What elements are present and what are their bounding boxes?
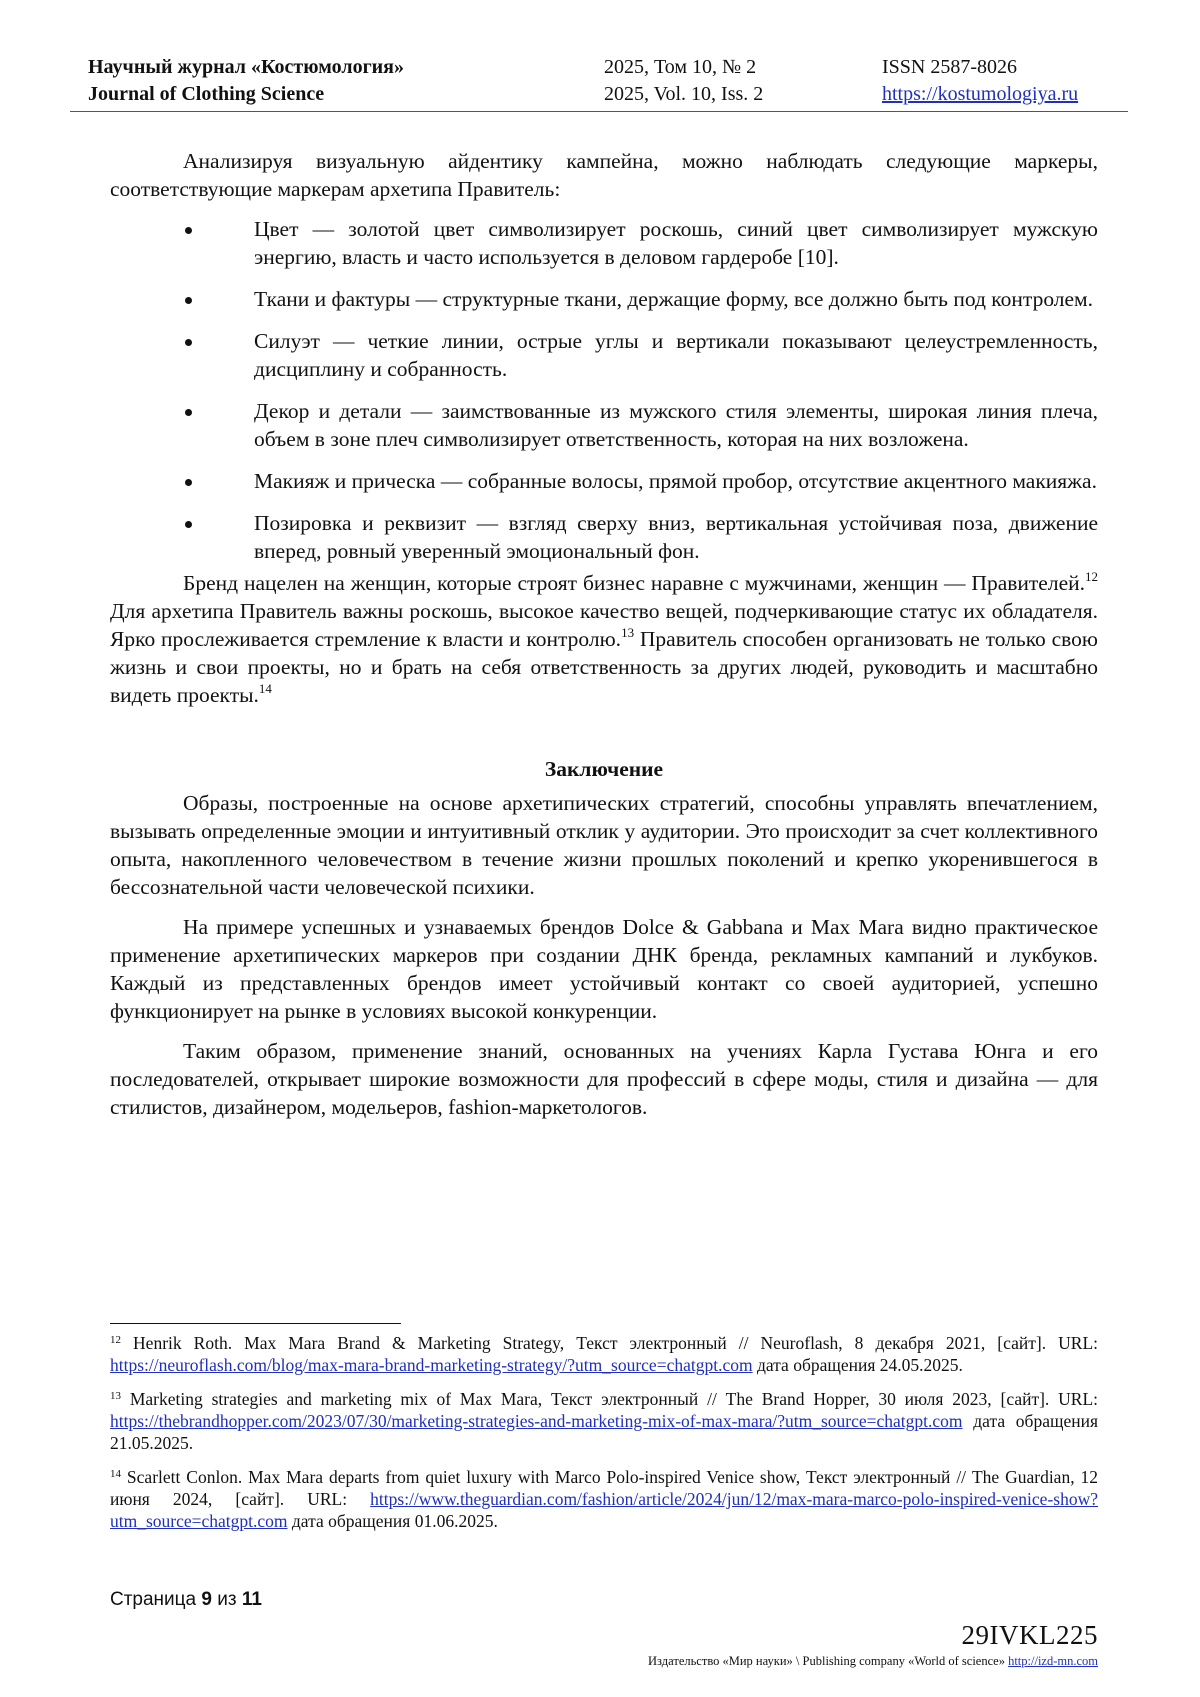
bullet-icon: [185, 409, 192, 416]
footnote-text: Scarlett Conlon. Max Mara departs from quiet luxury with Marco Polo-inspired Venice show, Текст электронный // The Guardian, 12 июня 2024, [сайт]. URL:: [110, 1467, 1098, 1509]
conclusion-paragraph: Образы, построенные на основе архетипических стратегий, способны управлять впечатлением, вызывать определенные эмоции и интуитивный отклик у аудитории. Это происходит за счет коллективного опыта, накопленного человечеством в течение жизни прошлых поколений и крепко укоренившегося в бессознательной части человеческой психики.: [110, 791, 1098, 899]
marker-list: [110, 215, 1098, 565]
footnote-access-date: дата обращения 24.05.2025.: [752, 1355, 963, 1375]
issue-en: 2025, Vol. 10, Iss. 2: [604, 83, 764, 105]
list-item-text: Позировка и реквизит — взгляд сверху вниз, вертикальная устойчивая поза, движение вперед, ровный уверенный эмоциональный фон.: [254, 511, 1098, 563]
list-item: [110, 397, 1098, 453]
publisher-link[interactable]: http://izd-mn.com: [1008, 1654, 1098, 1668]
bullet-icon: [185, 479, 192, 486]
footnote-14: [110, 1466, 1098, 1532]
footnote-divider: [110, 1323, 401, 1324]
issn: ISSN 2587-8026: [882, 56, 1018, 78]
footnote-access-date: дата обращения 01.06.2025.: [287, 1511, 498, 1531]
list-item-text: Декор и детали — заимствованные из мужского стиля элементы, широкая линия плеча, объем в зоне плеч символизирует ответственность, которая на них возложена.: [254, 399, 1098, 451]
page-word: Страница: [110, 1589, 197, 1610]
list-item: [110, 285, 1098, 313]
issue-block: [604, 54, 763, 108]
footnote-url-link[interactable]: https://neuroflash.com/blog/max-mara-brand-marketing-strategy/?utm_source=chatgpt.com: [110, 1355, 753, 1375]
list-item: [110, 215, 1098, 271]
journal-site-link[interactable]: https://kostumologiya.ru: [882, 83, 1079, 105]
bullet-icon: [185, 339, 192, 346]
page-of: из: [217, 1589, 237, 1610]
article-body: [110, 147, 1098, 1135]
footnotes: [110, 1332, 1098, 1544]
footnote-url-link[interactable]: https://www.theguardian.com/fashion/article/2024/jun/12/max-mara-marco-polo-inspired-venice-show?utm_source=chatgpt.com: [110, 1489, 1098, 1531]
footnote-url-link[interactable]: https://thebrandhopper.com/2023/07/30/marketing-strategies-and-marketing-mix-of-max-mara/?utm_source=chatgpt.com: [110, 1411, 963, 1431]
brand-text-1: Бренд нацелен на женщин, которые строят бизнес наравне с мужчинами, женщин — Правителей.: [183, 571, 1085, 595]
list-item-text: Силуэт — четкие линии, острые углы и вертикали показывают целеустремленность, дисциплину и собранность.: [254, 329, 1098, 381]
intro-paragraph: Анализируя визуальную айдентику кампейна, можно наблюдать следующие маркеры, соответствующие маркерам архетипа Правитель:: [110, 149, 1098, 201]
footnote-ref-12[interactable]: 12: [1085, 569, 1098, 584]
footnote-ref-13[interactable]: 13: [621, 625, 635, 640]
conclusion-heading: Заключение: [544, 757, 664, 781]
journal-title-ru: Научный журнал «Костюмология»: [88, 56, 404, 78]
footnote-text: Henrik Roth. Max Mara Brand & Marketing Strategy, Текст электронный // Neuroflash, 8 декабря 2021, [сайт]. URL:: [133, 1333, 1098, 1353]
publisher-text: Издательство «Мир науки» \ Publishing company «World of science»: [648, 1654, 1009, 1668]
brand-paragraph: [110, 569, 1098, 709]
list-item: [110, 467, 1098, 495]
bullet-icon: [185, 227, 192, 234]
brand-text-2: Для архетипа Правитель важны роскошь, высокое качество вещей, подчеркивающие статус их обладателя. Ярко прослеживается стремление к власти и контролю.: [110, 599, 1098, 651]
list-item-text: Ткани и фактуры — структурные ткани, держащие форму, все должно быть под контролем.: [254, 287, 1094, 311]
page-current: 9: [201, 1589, 212, 1610]
journal-title-block: [88, 54, 404, 108]
footnote-number: 13: [110, 1390, 121, 1402]
footnote-number: 12: [110, 1334, 121, 1346]
footnote-number: 14: [110, 1468, 121, 1480]
header-divider: [70, 111, 1128, 112]
list-item: [110, 509, 1098, 565]
publisher-line: [648, 1654, 1098, 1669]
footnote-13: [110, 1388, 1098, 1454]
bullet-icon: [185, 521, 192, 528]
issue-ru: 2025, Том 10, № 2: [604, 56, 757, 78]
journal-header: [88, 54, 1122, 112]
footnote-ref-14[interactable]: 14: [258, 681, 272, 696]
journal-title-en: Journal of Clothing Science: [88, 83, 325, 105]
article-code: 29IVKL225: [961, 1620, 1098, 1650]
list-item-text: Цвет — золотой цвет символизирует роскошь, синий цвет символизирует мужскую энергию, власть и часто используется в деловом гардеробе [10].: [254, 217, 1098, 269]
conclusion-paragraph: Таким образом, применение знаний, основанных на учениях Карла Густава Юнга и его последователей, открывает широкие возможности для профессий в сфере моды, стиля и дизайна — для стилистов, дизайнером, модельеров, fashion-маркетологов.: [110, 1039, 1098, 1119]
page-number: [110, 1589, 262, 1611]
list-item: [110, 327, 1098, 383]
conclusion-paragraph: На примере успешных и узнаваемых брендов Dolce & Gabbana и Max Mara видно практическое применение архетипических маркеров при создании ДНК бренда, рекламных кампаний и лукбуков. Каждый из представленных брендов имеет устойчивый контакт со своей аудиторией, успешно функционирует на рынке в условиях высокой конкуренции.: [110, 915, 1098, 1023]
footnote-12: [110, 1332, 1098, 1376]
bullet-icon: [185, 297, 192, 304]
footnote-text: Marketing strategies and marketing mix of Max Mara, Текст электронный // The Brand Hopper, 30 июля 2023, [сайт]. URL:: [129, 1389, 1099, 1409]
page-total: 11: [241, 1589, 262, 1610]
footnote-access-date: дата обращения 21.05.2025.: [110, 1411, 1098, 1453]
list-item-text: Макияж и прическа — собранные волосы, прямой пробор, отсутствие акцентного макияжа.: [254, 469, 1097, 493]
brand-text-3: Правитель способен организовать не только свою жизнь и свои проекты, но и брать на себя ответственность за других людей, руководить и масштабно видеть проекты.: [110, 627, 1098, 707]
issn-block: [882, 54, 1078, 108]
